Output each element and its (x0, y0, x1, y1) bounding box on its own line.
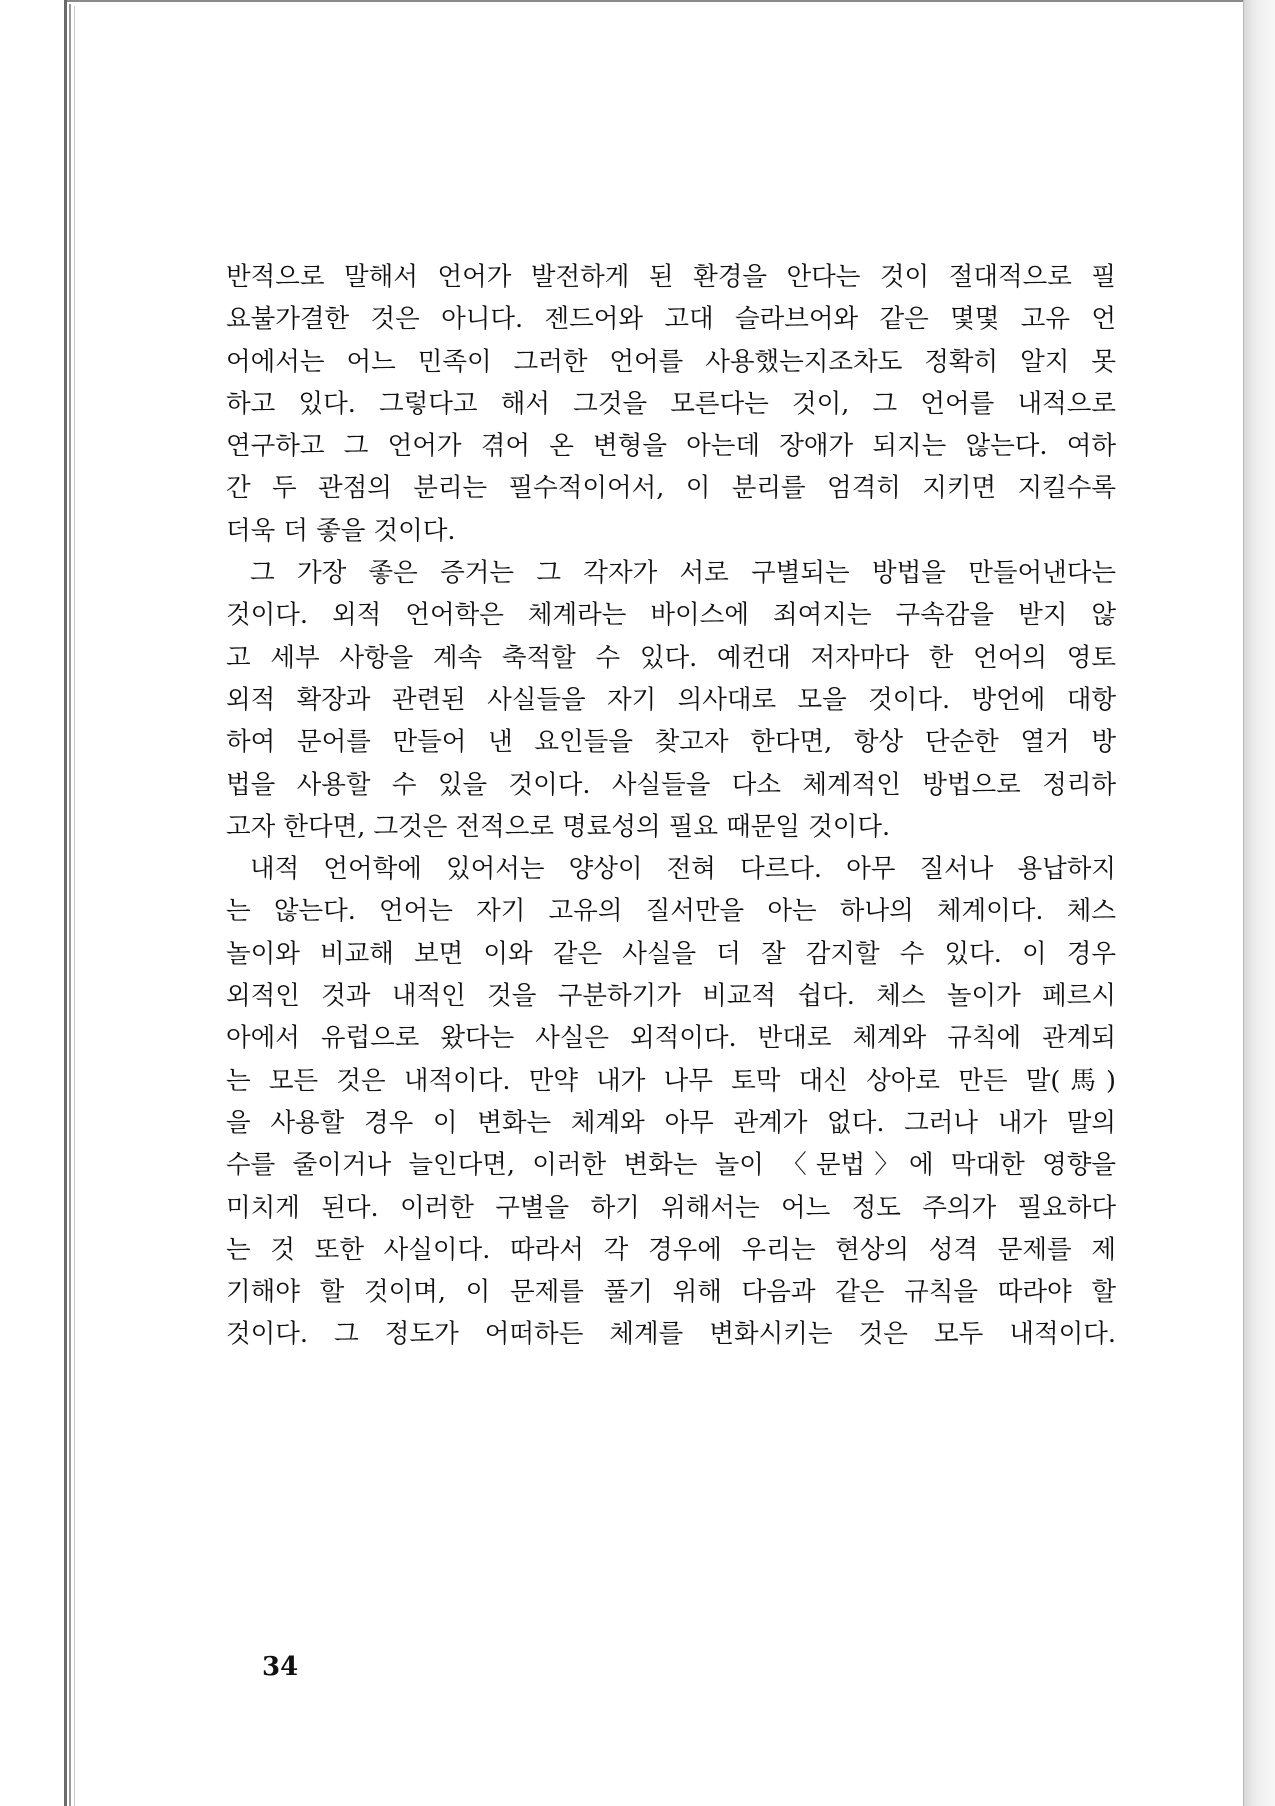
text-line: 아에서 유럽으로 왔다는 사실은 외적이다. 반대로 체계와 규칙에 관계되 (226, 1023, 1116, 1054)
page-number: 34 (262, 1652, 299, 1682)
page-top-edge (64, 0, 1244, 2)
text-line: 내적 언어학에 있어서는 양상이 전혀 다르다. 아무 질서나 용납하지 (250, 854, 1116, 885)
text-line: 간 두 관점의 분리는 필수적이어서, 이 분리를 엄격히 지키면 지킬수록 (226, 473, 1116, 504)
text-line: 그 가장 좋은 증거는 그 각자가 서로 구별되는 방법을 만들어낸다는 (250, 558, 1116, 589)
text-line: 하고 있다. 그렇다고 해서 그것을 모른다는 것이, 그 언어를 내적으로 (226, 388, 1116, 419)
text-line: 미치게 된다. 이러한 구별을 하기 위해서는 어느 정도 주의가 필요하다 (226, 1192, 1116, 1223)
text-line: 더욱 더 좋을 것이다. (226, 515, 456, 546)
text-line: 는 않는다. 언어는 자기 고유의 질서만을 아는 하나의 체계이다. 체스 (226, 896, 1116, 927)
text-line: 외적인 것과 내적인 것을 구분하기가 비교적 쉽다. 체스 놀이가 페르시 (226, 981, 1116, 1012)
text-line: 하여 문어를 만들어 낸 요인들을 찾고자 한다면, 항상 단순한 열거 방 (226, 727, 1116, 758)
page-stack-edge (74, 6, 75, 1806)
text-line: 는 것 또한 사실이다. 따라서 각 경우에 우리는 현상의 성격 문제를 제 (226, 1234, 1116, 1265)
text-line: 기해야 할 것이며, 이 문제를 풀기 위해 다음과 같은 규칙을 따라야 할 (226, 1277, 1116, 1308)
text-line: 외적 확장과 관련된 사실들을 자기 의사대로 모을 것이다. 방언에 대항 (226, 684, 1116, 715)
page-stack-edge (64, 0, 67, 1806)
text-line: 는 모든 것은 내적이다. 만약 내가 나무 토막 대신 상아로 만든 말(馬) (226, 1065, 1116, 1096)
text-line: 수를 줄이거나 늘인다면, 이러한 변화는 놀이 〈문법〉에 막대한 영향을 (226, 1150, 1116, 1181)
text-line: 을 사용할 경우 이 변화는 체계와 아무 관계가 없다. 그러나 내가 말의 (226, 1107, 1116, 1138)
body-text (226, 256, 1116, 1356)
text-line: 고 세부 사항을 계속 축적할 수 있다. 예컨대 저자마다 한 언어의 영토 (226, 642, 1116, 673)
text-line: 연구하고 그 언어가 겪어 온 변형을 아는데 장애가 되지는 않는다. 여하 (226, 431, 1116, 462)
text-line: 반적으로 말해서 언어가 발전하게 된 환경을 안다는 것이 절대적으로 필 (226, 262, 1116, 292)
text-line: 고자 한다면, 그것은 전적으로 명료성의 필요 때문일 것이다. (226, 811, 891, 842)
text-line: 어에서는 어느 민족이 그러한 언어를 사용했는지조차도 정확히 알지 못 (226, 346, 1116, 377)
text-line: 놀이와 비교해 보면 이와 같은 사실을 더 잘 감지할 수 있다. 이 경우 (226, 938, 1116, 969)
page-right-shadow (1244, 0, 1275, 1806)
page-stack-edge (69, 4, 71, 1806)
text-line: 것이다. 그 정도가 어떠하든 체계를 변화시키는 것은 모두 내적이다. (226, 1319, 1116, 1350)
text-line: 것이다. 외적 언어학은 체계라는 바이스에 죄여지는 구속감을 받지 않 (226, 600, 1116, 631)
text-line: 법을 사용할 수 있을 것이다. 사실들을 다소 체계적인 방법으로 정리하 (226, 769, 1116, 800)
text-line: 요불가결한 것은 아니다. 젠드어와 고대 슬라브어와 같은 몇몇 고유 언 (226, 304, 1116, 335)
